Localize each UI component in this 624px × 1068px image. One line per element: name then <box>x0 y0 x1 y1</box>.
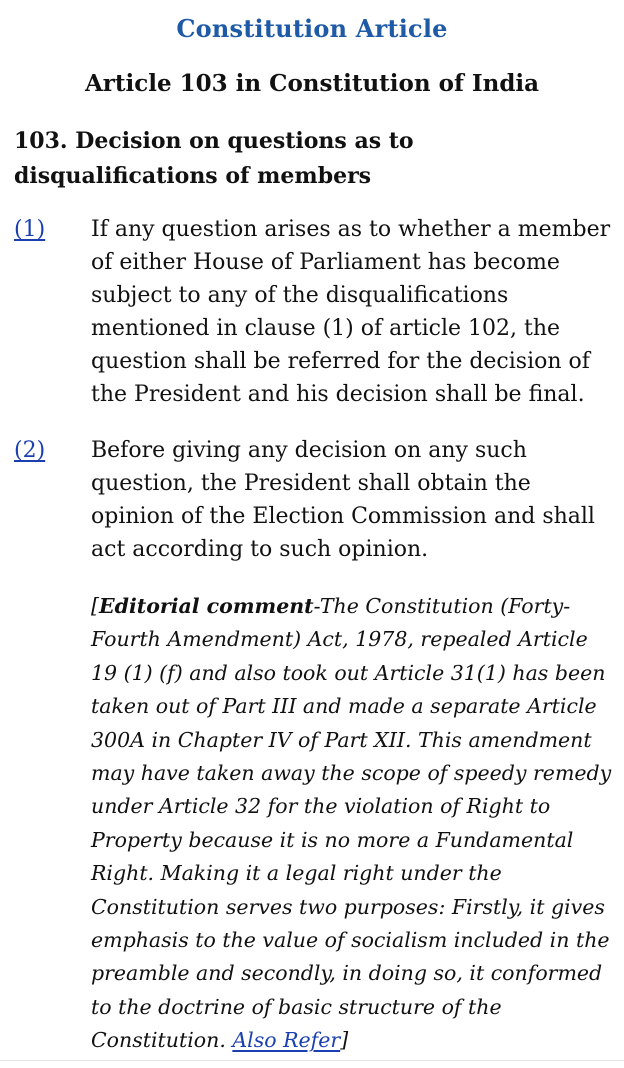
clause-1-number-link[interactable]: (1) <box>14 217 46 242</box>
article-title: Article 103 in Constitution of India <box>84 70 540 97</box>
clause-2-number-link[interactable]: (2) <box>14 438 46 463</box>
editorial-open-bracket: [ <box>91 594 99 618</box>
editorial-comment <box>91 590 613 1058</box>
clause-1-text: If any question arises as to whether a member of either House of Parliament has become subject to any of the disqualifications mentioned in clause (1) of article 102, the question shall be referred for the decision of the President and his decision shall be final. <box>91 217 611 407</box>
also-refer-link[interactable]: Also Refer <box>232 1028 341 1053</box>
site-title: Constitution Article <box>176 14 448 43</box>
editorial-label: Editorial comment <box>99 594 314 618</box>
section-heading: 103. Decision on questions as to disqualifications of members <box>14 128 414 189</box>
editorial-body: -The Constitution (Forty-Fourth Amendment) Act, 1978, repealed Article 19 (1) (f) and also took out Article 31(1) has been taken out of Part III and made a separate Article 300A in Chapter IV of Part XII. This amendment may have taken away the scope of speedy remedy under Article 32 for the violation of Right to Property because it is no more a Fundamental Right. Making it a legal right under the Constitution serves two purposes: Firstly, it gives emphasis to the value of socialism included in the preamble and secondly, in doing so, it conformed to the doctrine of basic structure of the Constitution. <box>91 594 612 1053</box>
editorial-close-bracket: ] <box>340 1028 349 1053</box>
bottom-divider <box>0 1060 624 1061</box>
clause-2-text: Before giving any decision on any such question, the President shall obtain the opinion of the Election Commission and shall act according to such opinion. <box>91 438 595 562</box>
